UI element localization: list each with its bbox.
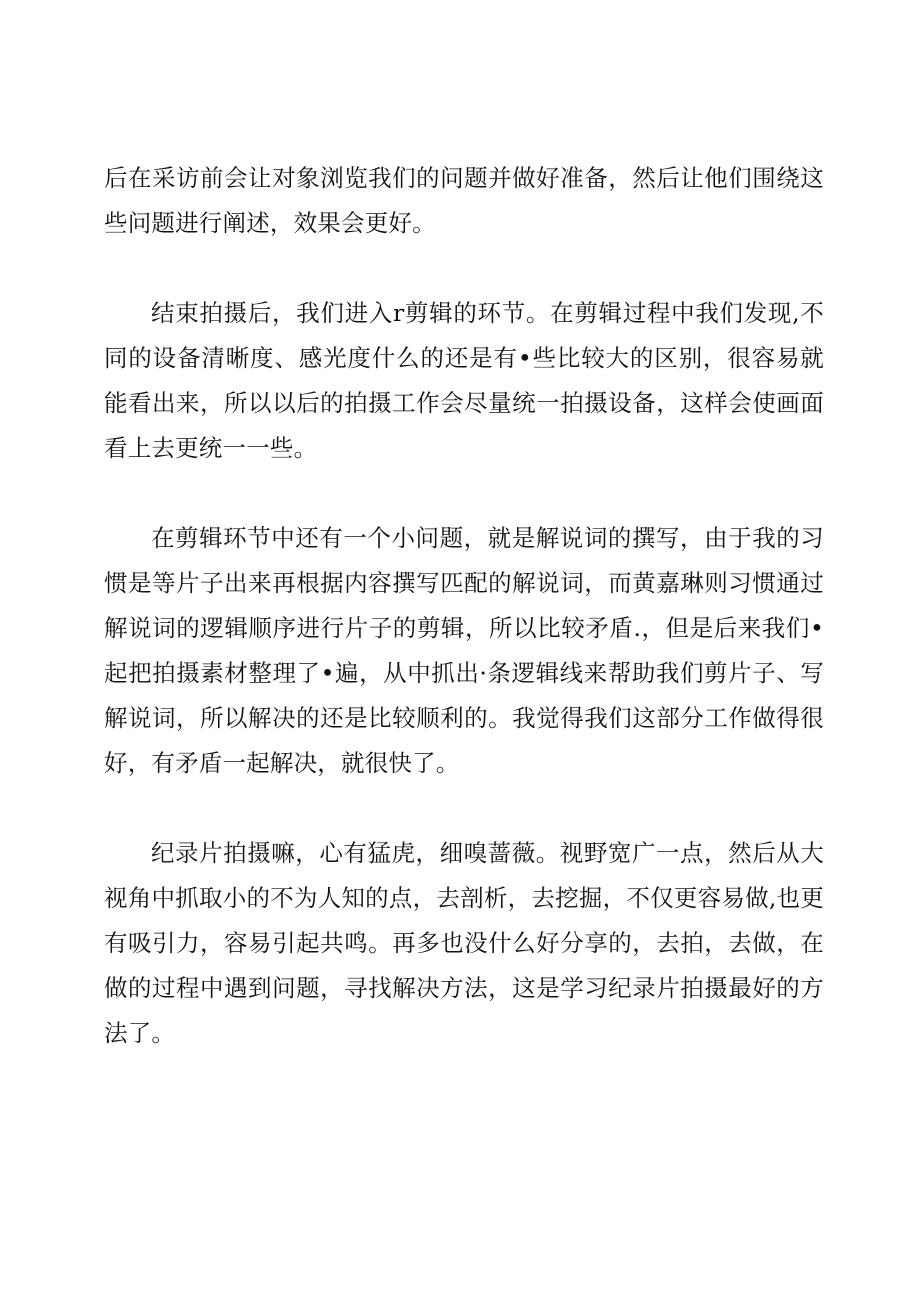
paragraph-1: 后在采访前会让对象浏览我们的问题并做好准备，然后让他们围绕这些问题进行阐述，效果会更好。 (104, 164, 824, 237)
paragraph-2: 结束拍摄后，我们进入r剪辑的环节。在剪辑过程中我们发现,不同的设备清晰度、感光度什么的还是有•些比较大的区别，很容易就能看出来，所以以后的拍摄工作会尽量统一拍摄设备，这样会使画面看上去更统一一些。 (104, 299, 824, 462)
document-body (104, 156, 824, 1056)
paragraph-4: 纪录片拍摄嘛，心有猛虎，细嗅蔷薇。视野宽广一点，然后从大视角中抓取小的不为人知的点，去剖析，去挖掘，不仅更容易做,也更有吸引力，容易引起共鸣。再多也没什么好分享的，去拍，去做，在做的过程中遇到问题，寻找解决方法，这是学习纪录片拍摄最好的方法了。 (104, 839, 824, 1047)
paragraph-spacer (104, 246, 824, 291)
paragraph-spacer (104, 471, 824, 516)
paragraph-3: 在剪辑环节中还有一个小问题，就是解说词的撰写，由于我的习惯是等片子出来再根据内容撰写匹配的解说词，而黄嘉琳则习惯通过解说词的逻辑顺序进行片子的剪辑，所以比较矛盾.，但是后来我们•起把拍摄素材整理了•遍，从中抓出·条逻辑线来帮助我们剪片子、写解说词，所以解决的还是比较顺利的。我觉得我们这部分工作做得很好，有矛盾一起解决，就很快了。 (104, 524, 824, 777)
paragraph-spacer (104, 786, 824, 831)
